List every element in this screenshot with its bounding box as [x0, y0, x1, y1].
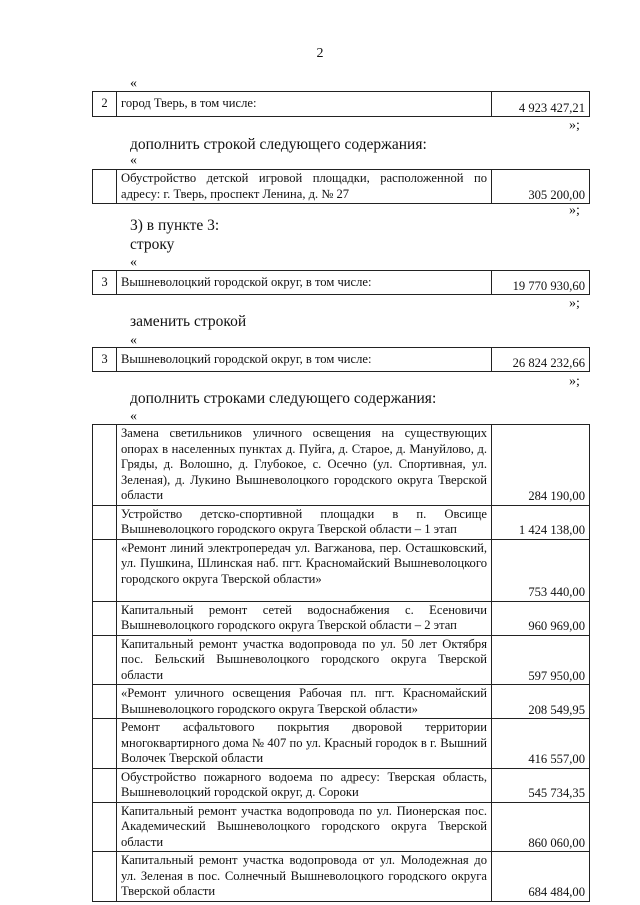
row-value: 284 190,00 — [492, 425, 590, 506]
close-quote: »; — [569, 118, 580, 133]
row-description: Вышневолоцкий городской округ, в том числе: — [117, 271, 492, 295]
row-number: 2 — [93, 92, 117, 117]
row-value: 960 969,00 — [492, 601, 590, 635]
row-description: Замена светильников уличного освещения на существующих опорах в населенных пунктах д. Пуйга, д. Старое, д. Мануйлово, д. Гряды, д. Волошно, д. Глубокое, с. Осечно (ул. Спортивная, ул. Зеленая), д. Лукино Вышневолоцкого городского округа Тверской области — [117, 425, 492, 506]
table-row — [93, 539, 590, 601]
close-quote: »; — [569, 296, 580, 311]
row-number: 3 — [93, 271, 117, 295]
row-description: Обустройство детской игровой площадки, расположенной по адресу: г. Тверь, проспект Ленина, д. № 27 — [117, 170, 492, 204]
open-quote: « — [130, 409, 137, 424]
row-value: 684 484,00 — [492, 852, 590, 902]
row-value: 305 200,00 — [492, 170, 590, 204]
open-quote: « — [130, 333, 137, 348]
table-row — [93, 768, 590, 802]
row-number — [93, 635, 117, 685]
row-description: город Тверь, в том числе: — [117, 92, 492, 117]
projects-table — [92, 424, 590, 902]
table-row — [93, 802, 590, 852]
table-row — [93, 685, 590, 719]
row-number: 3 — [93, 348, 117, 372]
close-quote: »; — [569, 203, 580, 218]
table-row — [93, 601, 590, 635]
row-description: «Ремонт линий электропередач ул. Вагжанова, пер. Осташковский, ул. Пушкина, Шлинская наб. пгт. Красномайский Вышневолоцкого городского округа Тверской области» — [117, 539, 492, 601]
row-description: Ремонт асфальтового покрытия дворовой территории многоквартирного дома № 407 по ул. Красный городок в г. Вышний Волочек Тверской области — [117, 719, 492, 769]
open-quote: « — [130, 255, 137, 270]
row-description: Капитальный ремонт сетей водоснабжения с. Есеновичи Вышневолоцкого городского округа Тверской области – 2 этап — [117, 601, 492, 635]
table-row — [93, 719, 590, 769]
row-description: Капитальный ремонт участка водопровода по ул. 50 лет Октября пос. Бельский Вышневолоцкого городского округа Тверской области — [117, 635, 492, 685]
text-row-label: строку — [130, 236, 175, 253]
row-description: Капитальный ремонт участка водопровода от ул. Молодежная до ул. Зеленая в пос. Солнечный Вышневолоцкого городского округа Тверской области — [117, 852, 492, 902]
instruction-replace: заменить строкой — [130, 313, 247, 330]
table-row — [93, 852, 590, 902]
row-number — [93, 170, 117, 204]
row-description: Вышневолоцкий городской округ, в том числе: — [117, 348, 492, 372]
row-number — [93, 505, 117, 539]
table-row-vyshn-new — [92, 347, 590, 372]
table-row — [93, 425, 590, 506]
table-row — [93, 505, 590, 539]
row-number — [93, 719, 117, 769]
row-value: 4 923 427,21 — [492, 92, 590, 117]
table-row-vyshn-old — [92, 270, 590, 295]
row-value: 26 824 232,66 — [492, 348, 590, 372]
open-quote: « — [130, 153, 137, 168]
point-3-heading: 3) в пункте 3: — [130, 217, 220, 234]
page-number: 2 — [316, 46, 324, 61]
instruction-add-row: дополнить строкой следующего содержания: — [130, 136, 427, 153]
row-number — [93, 539, 117, 601]
table-row-tver — [92, 91, 590, 117]
row-description: «Ремонт уличного освещения Рабочая пл. пгт. Красномайский Вышневолоцкого городского округа Тверской области» — [117, 685, 492, 719]
close-quote: »; — [569, 374, 580, 389]
row-value: 545 734,35 — [492, 768, 590, 802]
row-number — [93, 425, 117, 506]
table-row — [93, 635, 590, 685]
row-value: 19 770 930,60 — [492, 271, 590, 295]
instruction-add-rows: дополнить строками следующего содержания: — [130, 390, 437, 407]
row-value: 597 950,00 — [492, 635, 590, 685]
row-description: Капитальный ремонт участка водопровода по ул. Пионерская пос. Академический Вышневолоцкого городского округа Тверской области — [117, 802, 492, 852]
row-number — [93, 685, 117, 719]
row-value: 416 557,00 — [492, 719, 590, 769]
row-value: 208 549,95 — [492, 685, 590, 719]
row-number — [93, 768, 117, 802]
row-description: Обустройство пожарного водоема по адресу: Тверская область, Вышневолоцкий городской округ, д. Сороки — [117, 768, 492, 802]
open-quote: « — [130, 76, 137, 91]
table-row-playground — [92, 169, 590, 204]
row-value: 860 060,00 — [492, 802, 590, 852]
row-value: 1 424 138,00 — [492, 505, 590, 539]
row-value: 753 440,00 — [492, 539, 590, 601]
row-number — [93, 601, 117, 635]
row-description: Устройство детско-спортивной площадки в п. Овсище Вышневолоцкого городского округа Тверской области – 1 этап — [117, 505, 492, 539]
row-number — [93, 852, 117, 902]
row-number — [93, 802, 117, 852]
